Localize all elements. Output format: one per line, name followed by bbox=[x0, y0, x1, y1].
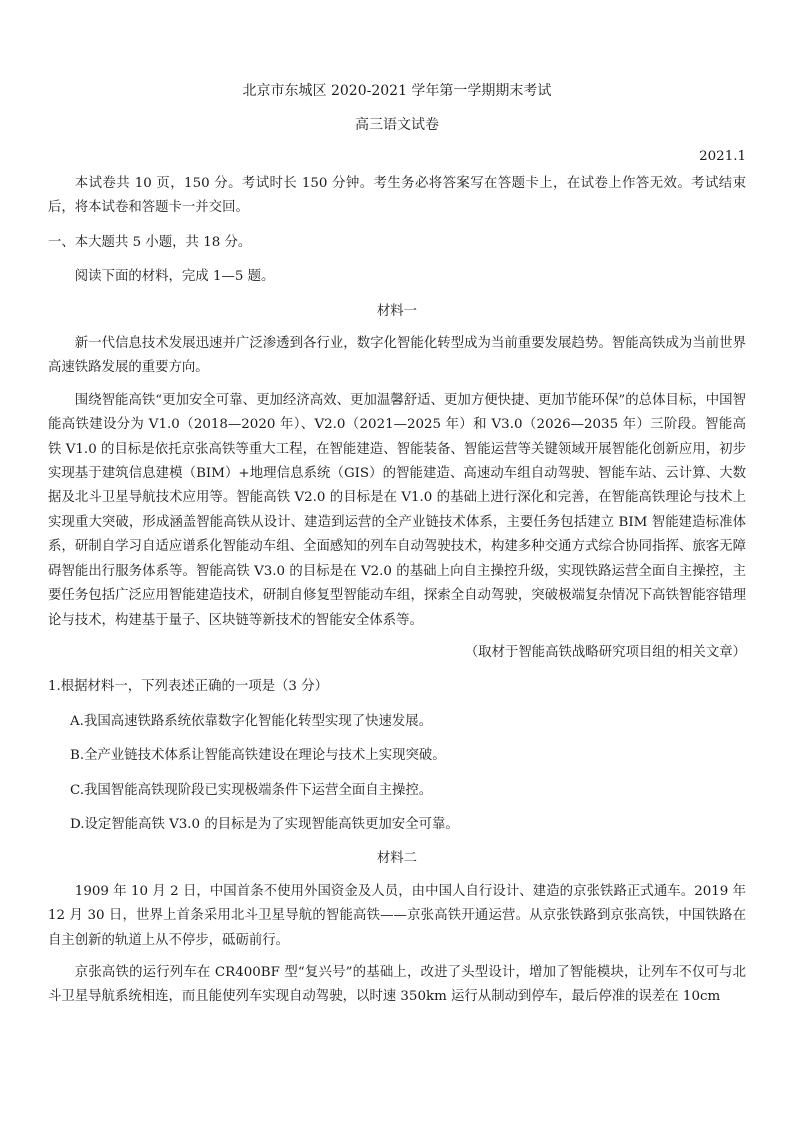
question-1-option-a: A.我国高速铁路系统依靠数字化智能化转型实现了快速发展。 bbox=[70, 713, 433, 729]
material-one-paragraph-2: 围绕智能高铁“更加安全可靠、更加经济高效、更加温馨舒适、更加方便快捷、更加节能环保”的总体目标，中国智能高铁建设分为 V1.0（2018—2020 年）、V2.0（2021—2025 年）和 V3.0（2026—2035 年）三阶段。智能高铁 V1.0 的目标是依托京张高铁等重大工程，在智能建造、智能装备、智能运营等关键领域开展智能化创新应用，初步实现基于建筑信息建模（BIM）+地理信息系统（GIS）的智能建造、高速动车组自动驾驶、智能车站、云计算、大数据及北斗卫星导航技术应用等。智能高铁 V2.0 的目标是在 V1.0 的基础上进行深化和完善，在智能高铁理论与技术上实现重大突破，形成涵盖智能高铁从设计、建造到运营的全产业链技术体系，主要任务包括建立 BIM 智能建造标准体系，研制自学习自适应谱系化智能动车组、全面感知的列车自动驾驶技术，构建多种交通方式综合协同指挥、旅客无障碍智能出行服务体系等。智能高铁 V3.0 的目标是在 V2.0 的基础上向自主操控升级，实现铁路运营全面自主操控，主要任务包括广泛应用智能建造技术，研制自修复型智能动车组，探索全自动驾驶，突破极端复杂情况下高铁智能容错理论与技术，构建基于量子、区块链等新技术的智能安全体系等。 bbox=[48, 392, 746, 628]
section-heading: 一、本大题共 5 小题，共 18 分。 bbox=[48, 234, 252, 250]
material-two-paragraph-2: 京张高铁的运行列车在 CR400BF 型“复兴号”的基础上，改进了头型设计，增加了智能模块，让列车不仅可与北斗卫星导航系统相连，而且能使列车实现自动驾驶，以时速 350km 运行从制动到停车，最后停准的误差在 10cm bbox=[48, 964, 746, 1005]
material-two-heading: 材料二 bbox=[376, 851, 418, 867]
exam-subtitle: 高三语文试卷 bbox=[355, 117, 439, 133]
material-one-paragraph-1: 新一代信息技术发展迅速并广泛渗透到各行业，数字化智能化转型成为当前重要发展趋势。智能高铁成为当前世界高速铁路发展的重要方向。 bbox=[48, 336, 746, 376]
question-1-option-d: D.设定智能高铁 V3.0 的目标是为了实现智能高铁更加安全可靠。 bbox=[70, 816, 459, 832]
material-one-heading: 材料一 bbox=[376, 303, 418, 319]
question-1-stem: 1.根据材料一，下列表述正确的一项是（3 分） bbox=[48, 679, 328, 695]
exam-date: 2021.1 bbox=[699, 149, 746, 164]
material-two-paragraph-1: 1909 年 10 月 2 日，中国首条不使用外国资金及人员，由中国人自行设计、建造的京张铁路正式通车。2019 年 12 月 30 日，世界上首条采用北斗卫星导航的智能高铁——京张高铁开通运营。从京张铁路到京张高铁，中国铁路在自主创新的轨道上从不停步，砥砺前行。 bbox=[48, 883, 746, 948]
material-one-source: （取材于智能高铁战略研究项目组的相关文章） bbox=[464, 644, 746, 660]
page-content bbox=[48, 80, 746, 1010]
exam-title: 北京市东城区 2020-2021 学年第一学期期末考试 bbox=[242, 83, 552, 99]
exam-instructions: 本试卷共 10 页，150 分。考试时长 150 分钟。考生务必将答案写在答题卡上，在试卷上作答无效。考试结束后，将本试卷和答题卡一并交回。 bbox=[48, 176, 746, 216]
reading-instruction: 阅读下面的材料，完成 1—5 题。 bbox=[74, 269, 275, 285]
question-1-option-b: B.全产业链技术体系让智能高铁建设在理论与技术上实现突破。 bbox=[70, 748, 446, 764]
question-1-option-c: C.我国智能高铁现阶段已实现极端条件下运营全面自主操控。 bbox=[70, 782, 433, 798]
